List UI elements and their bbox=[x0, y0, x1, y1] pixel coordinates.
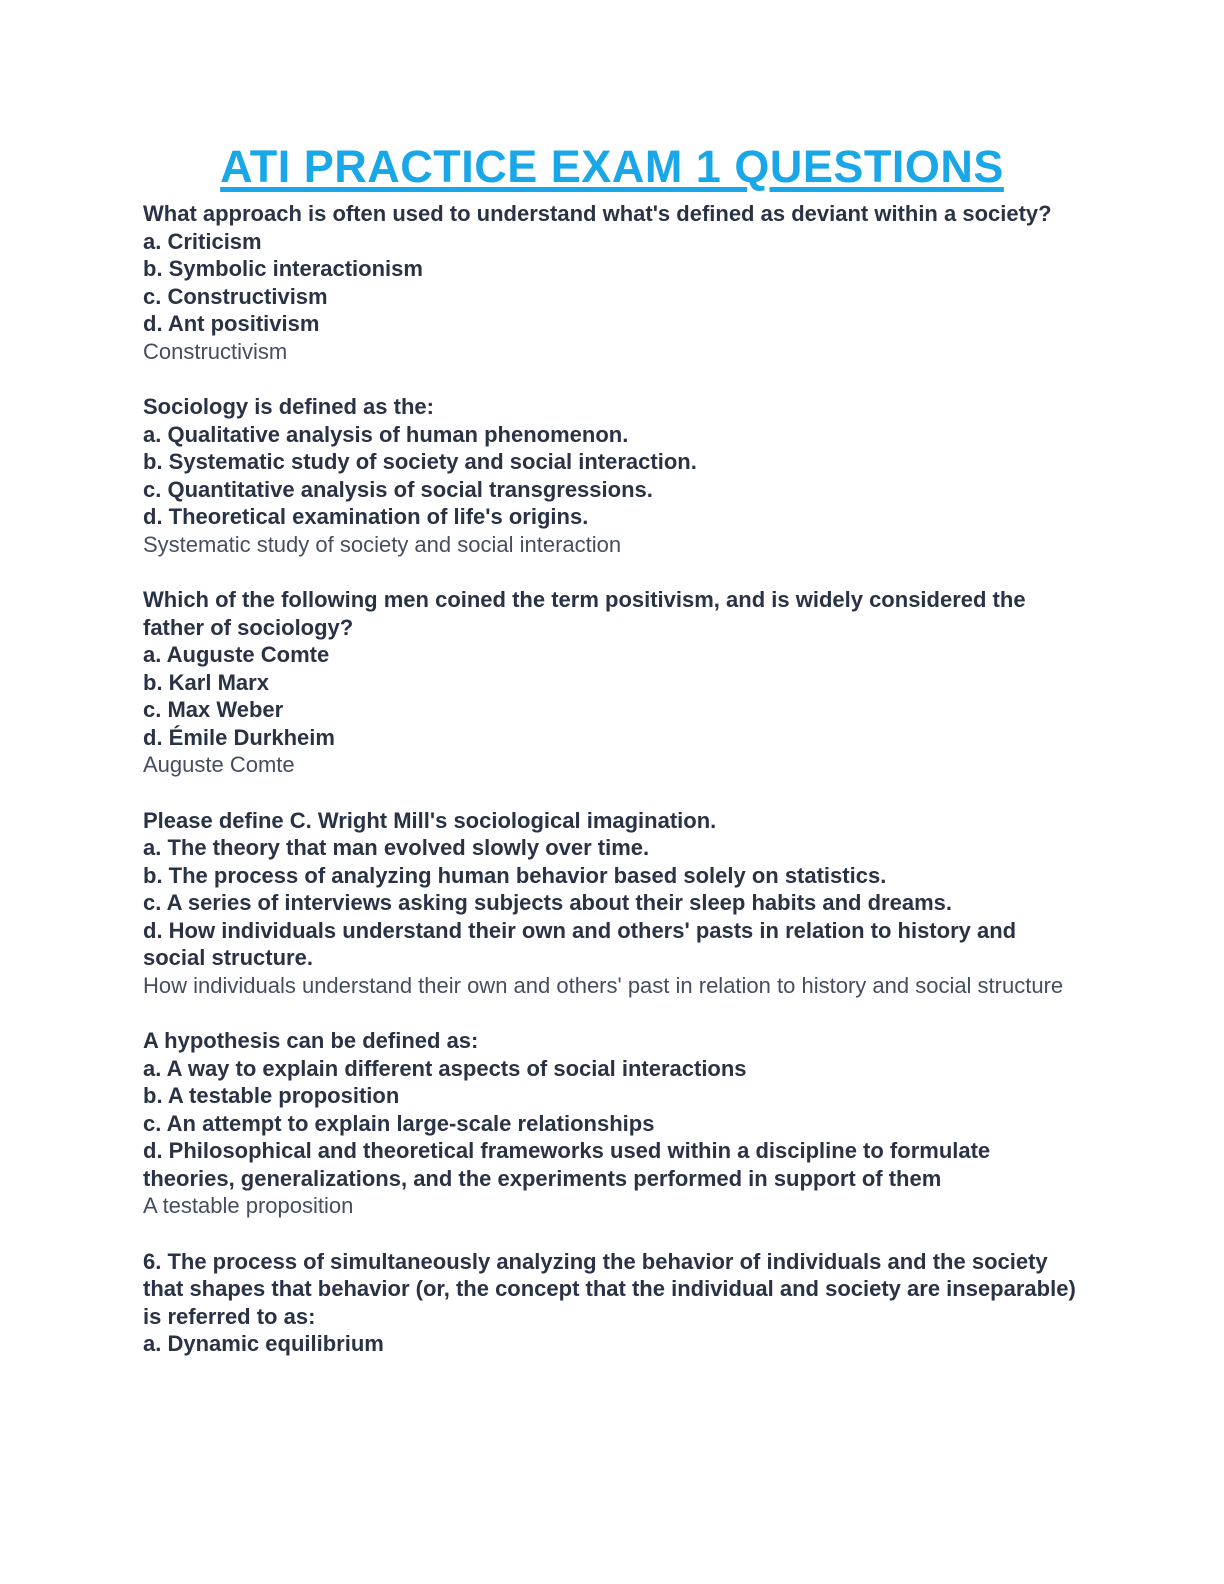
question-text: What approach is often used to understand what's defined as deviant within a society? bbox=[143, 201, 1052, 226]
option-text: c. An attempt to explain large-scale relationships bbox=[143, 1110, 655, 1136]
option-text: d. Philosophical and theoretical frameworks used within a discipline to formulate theories, generalizations, and the experiments performed in support of them bbox=[143, 1138, 991, 1191]
question-block bbox=[143, 807, 1081, 1000]
option-text: a. Dynamic equilibrium bbox=[143, 1331, 384, 1356]
options-list bbox=[143, 641, 1081, 751]
option-text: a. Criticism bbox=[143, 228, 262, 254]
options-list bbox=[143, 1055, 1081, 1193]
question-block bbox=[143, 586, 1081, 779]
option-text: d. Theoretical examination of life's origins. bbox=[143, 504, 589, 529]
question-block bbox=[143, 393, 1081, 558]
options-list bbox=[143, 228, 1081, 338]
answer-text: Systematic study of society and social interaction bbox=[143, 531, 622, 557]
question-text: A hypothesis can be defined as: bbox=[143, 1028, 479, 1053]
question-block bbox=[143, 200, 1081, 365]
option-text: a. The theory that man evolved slowly over time. bbox=[143, 835, 650, 860]
answer-text: How individuals understand their own and others' past in relation to history and social structure bbox=[143, 972, 1064, 998]
page-title: ATI PRACTICE EXAM 1 QUESTIONS bbox=[220, 141, 1004, 192]
question-text: Please define C. Wright Mill's sociological imagination. bbox=[143, 807, 717, 833]
option-text: c. A series of interviews asking subjects about their sleep habits and dreams. bbox=[143, 890, 952, 915]
questions-list bbox=[143, 200, 1081, 1358]
question-block bbox=[143, 1027, 1081, 1220]
option-text: b. Systematic study of society and social interaction. bbox=[143, 449, 697, 474]
option-text: c. Constructivism bbox=[143, 283, 328, 309]
options-list bbox=[143, 834, 1081, 972]
option-text: a. A way to explain different aspects of social interactions bbox=[143, 1055, 747, 1081]
question-text: Which of the following men coined the term positivism, and is widely considered the father of sociology? bbox=[143, 587, 1026, 640]
option-text: a. Qualitative analysis of human phenomenon. bbox=[143, 421, 629, 447]
question-text: 6. The process of simultaneously analyzing the behavior of individuals and the society that shapes that behavior (or, the concept that the individual and society are inseparable) is referred to as: bbox=[143, 1248, 1076, 1329]
option-text: b. The process of analyzing human behavior based solely on statistics. bbox=[143, 862, 887, 888]
answer-text: A testable proposition bbox=[143, 1193, 354, 1218]
option-text: d. Ant positivism bbox=[143, 311, 320, 336]
option-text: d. How individuals understand their own and others' pasts in relation to history and social structure. bbox=[143, 917, 1017, 970]
options-list bbox=[143, 421, 1081, 531]
answer-text: Auguste Comte bbox=[143, 752, 295, 777]
option-text: b. Karl Marx bbox=[143, 669, 269, 695]
option-text: b. A testable proposition bbox=[143, 1083, 400, 1108]
answer-text: Constructivism bbox=[143, 338, 288, 364]
question-block bbox=[143, 1248, 1081, 1358]
options-list bbox=[143, 1330, 1081, 1358]
option-text: c. Max Weber bbox=[143, 697, 284, 722]
document-page bbox=[143, 0, 1081, 1358]
option-text: c. Quantitative analysis of social transgressions. bbox=[143, 476, 653, 502]
option-text: b. Symbolic interactionism bbox=[143, 256, 423, 281]
question-text: Sociology is defined as the: bbox=[143, 394, 434, 419]
option-text: d. Émile Durkheim bbox=[143, 724, 335, 750]
option-text: a. Auguste Comte bbox=[143, 642, 330, 667]
